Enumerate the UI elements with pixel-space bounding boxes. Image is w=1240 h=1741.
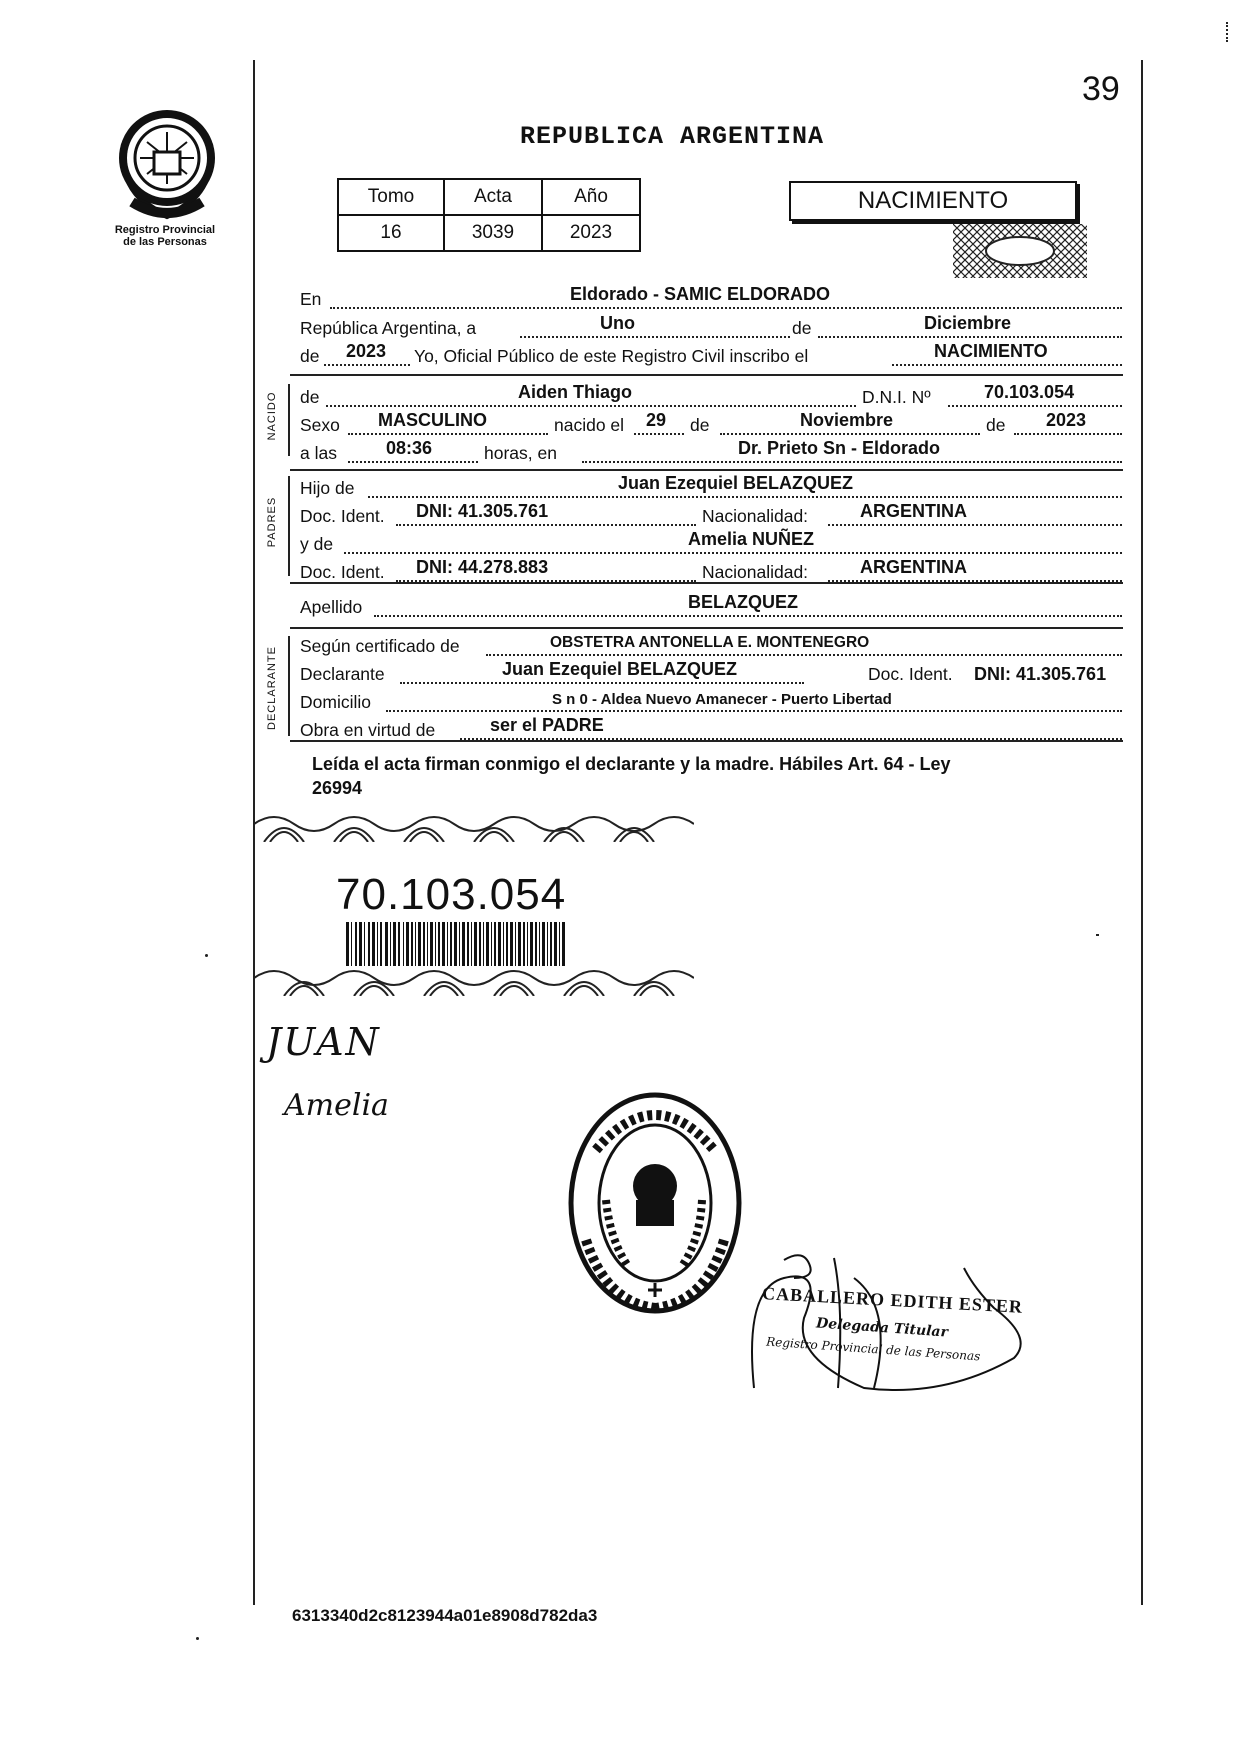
- horas-label: horas, en: [484, 443, 557, 463]
- tomo-value: 16: [338, 215, 444, 251]
- cert-value: OBSTETRA ANTONELLA E. MONTENEGRO: [550, 634, 870, 651]
- father-doc-label: Doc. Ident.: [300, 506, 385, 526]
- section-label-padres: PADRES: [266, 496, 278, 548]
- divider-5: [290, 740, 1123, 742]
- divider-2: [290, 469, 1123, 471]
- dni-label: D.N.I. Nº: [862, 387, 931, 407]
- security-pattern: [953, 224, 1087, 278]
- row-declarant: [300, 660, 1122, 688]
- birth-year-value: 2023: [1046, 410, 1087, 430]
- de-label-1: de: [792, 318, 812, 338]
- obra-label: Obra en virtud de: [300, 720, 436, 740]
- place-value: Eldorado - SAMIC ELDORADO: [570, 284, 830, 304]
- divider-4: [290, 627, 1123, 629]
- mother-signature: Amelia: [284, 1088, 389, 1123]
- row-time: [300, 439, 1122, 467]
- row-father-doc: [300, 502, 1122, 530]
- domicilio-label: Domicilio: [300, 692, 371, 712]
- row-mother: [300, 530, 1122, 558]
- mother-name-value: Amelia NUÑEZ: [688, 529, 815, 549]
- hijo-de-label: Hijo de: [300, 478, 355, 498]
- registry-logo: [112, 104, 222, 222]
- mother-doc-label: Doc. Ident.: [300, 562, 385, 582]
- y-de-label: y de: [300, 534, 334, 554]
- official-name: CABALLERO EDITH ESTER: [761, 1283, 1024, 1317]
- tomo-header: Tomo: [338, 179, 444, 215]
- father-nat-label: Nacionalidad:: [702, 506, 809, 526]
- declarante-bracket: [288, 636, 290, 736]
- birth-de-label-2: de: [986, 415, 1006, 435]
- birth-month-value: Noviembre: [800, 410, 894, 430]
- address-value: S n 0 - Aldea Nuevo Amanecer - Puerto Libertad: [552, 691, 892, 708]
- row-date: [300, 314, 1122, 342]
- birth-place-value: Dr. Prieto Sn - Eldorado: [738, 438, 941, 458]
- speck: [196, 1637, 199, 1640]
- padres-bracket: [288, 476, 290, 576]
- day-word-value: Uno: [600, 313, 635, 333]
- row-address: [300, 688, 1122, 716]
- security-pattern-icon: [953, 224, 1087, 278]
- en-label: En: [300, 289, 322, 309]
- declarante-label: Declarante: [300, 664, 385, 684]
- month-value: Diciembre: [924, 313, 1012, 333]
- speck: [1096, 934, 1099, 936]
- father-nat-value: ARGENTINA: [860, 501, 967, 521]
- declarant-name-value: Juan Ezequiel BELAZQUEZ: [502, 659, 738, 679]
- reference-table: [337, 178, 641, 252]
- year-value: 2023: [346, 341, 387, 361]
- anio-value: 2023: [542, 215, 640, 251]
- cert-label: Según certificado de: [300, 636, 460, 656]
- divider-3: [290, 582, 1123, 584]
- nacido-bracket: [288, 384, 290, 456]
- de-label-2: de: [300, 346, 320, 366]
- barcode: [346, 922, 568, 966]
- mother-doc-value: DNI: 44.278.883: [416, 557, 549, 577]
- provincial-seal-icon: [112, 104, 222, 222]
- official-office: Registro Provincial de las Personas: [765, 1334, 981, 1364]
- father-doc-value: DNI: 41.305.761: [416, 501, 549, 521]
- declarant-doc-label: Doc. Ident.: [868, 664, 953, 684]
- page-number: 39: [1082, 70, 1120, 108]
- speck: [205, 954, 208, 957]
- document-title: REPUBLICA ARGENTINA: [520, 122, 825, 151]
- row-child-name: [300, 383, 1122, 411]
- barcode-icon: [346, 922, 568, 966]
- child-de-label: de: [300, 387, 320, 407]
- child-name-value: Aiden Thiago: [518, 382, 632, 402]
- row-surname: [300, 593, 1122, 621]
- right-margin-line: [1141, 60, 1143, 1605]
- guilloche-pattern-icon: [254, 806, 694, 842]
- oficial-text: Yo, Oficial Público de este Registro Civil inscribo el: [414, 346, 809, 366]
- reference-header-row: [338, 179, 640, 215]
- father-signature: JUAN: [266, 1020, 381, 1064]
- row-certificate: [300, 632, 1122, 660]
- sexo-label: Sexo: [300, 415, 340, 435]
- section-label-nacido: NACIDO: [266, 391, 278, 441]
- acta-header: Acta: [444, 179, 542, 215]
- declarant-doc-value: DNI: 41.305.761: [974, 664, 1107, 684]
- registry-name-line1: Registro Provincial: [114, 224, 216, 236]
- registry-stamp-icon: [566, 1090, 744, 1316]
- acta-value: 3039: [444, 215, 542, 251]
- surname-value: BELAZQUEZ: [688, 592, 798, 612]
- act-word-value: NACIMIENTO: [934, 341, 1048, 361]
- sexo-value: MASCULINO: [378, 410, 487, 430]
- row-place: [300, 285, 1122, 313]
- birth-time-value: 08:36: [386, 438, 433, 458]
- barcode-number: 70.103.054: [336, 870, 567, 919]
- a-las-label: a las: [300, 443, 337, 463]
- row-year: [300, 342, 1122, 370]
- birth-de-label: de: [690, 415, 710, 435]
- mother-nat-label: Nacionalidad:: [702, 562, 809, 582]
- mother-nat-value: ARGENTINA: [860, 557, 967, 577]
- row-sex: [300, 411, 1122, 439]
- apellido-label: Apellido: [300, 597, 363, 617]
- guilloche-pattern-icon: [254, 962, 694, 996]
- act-type-box: NACIMIENTO: [789, 181, 1077, 221]
- anio-header: Año: [542, 179, 640, 215]
- official-stamp: [566, 1090, 744, 1316]
- official-role: Delegada Titular: [815, 1315, 949, 1341]
- edge-mark: [1226, 22, 1230, 42]
- registry-name-line2: de las Personas: [123, 236, 207, 248]
- row-father: [300, 474, 1122, 502]
- capacity-value: ser el PADRE: [490, 715, 604, 735]
- birth-day-value: 29: [646, 410, 667, 430]
- reference-value-row: [338, 215, 640, 251]
- section-label-declarante: DECLARANTE: [266, 646, 278, 730]
- registry-name: [90, 224, 240, 248]
- divider-1: [290, 374, 1123, 376]
- guilloche-band-bottom: [254, 962, 694, 996]
- guilloche-band-top: [254, 806, 694, 842]
- nacido-el-label: nacido el: [554, 415, 625, 435]
- document-hash: 6313340d2c8123944a01e8908d782da3: [292, 1606, 598, 1625]
- child-dni-value: 70.103.054: [984, 382, 1075, 402]
- republica-label: República Argentina, a: [300, 318, 477, 338]
- legal-note: [312, 752, 951, 800]
- father-name-value: Juan Ezequiel BELAZQUEZ: [618, 473, 854, 493]
- legal-note-line2: 26994: [312, 778, 363, 798]
- legal-note-line1: Leída el acta firman conmigo el declarante y la madre. Hábiles Art. 64 - Ley: [312, 754, 951, 774]
